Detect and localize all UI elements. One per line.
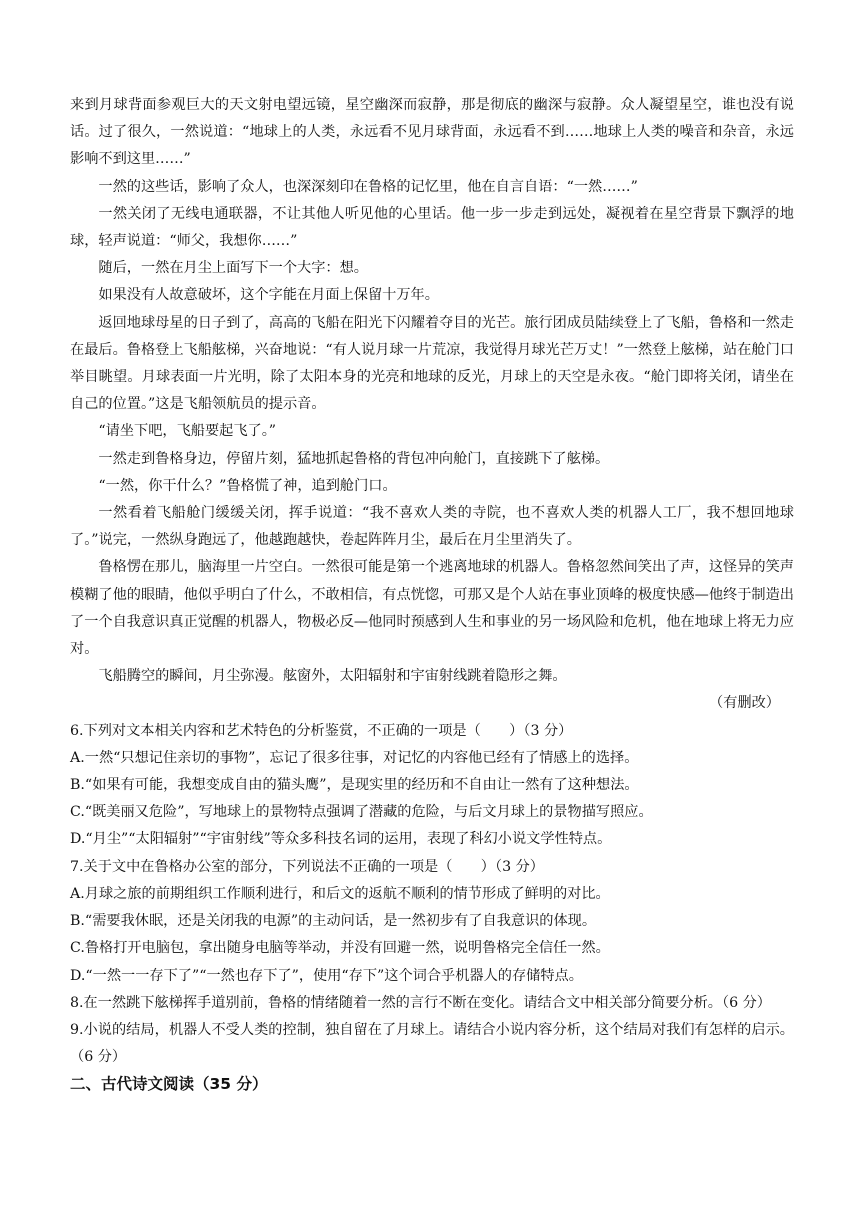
story-paragraph: 返回地球母星的日子到了，高高的飞船在阳光下闪耀着夺目的光芒。旅行团成员陆续登上了飞船，鲁格和一然走在最后。鲁格登上飞船舷梯，兴奋地说：“有人说月球一片荒凉，我觉得月球光芒万丈！”一然登上舷梯，站在舱门口举目眺望。月球表面一片光明，除了太阳本身的光亮和地球的反光，月球上的天空是永夜。“舱门即将关闭，请坐在自己的位置。”这是飞船领航员的提示音。 [70, 314, 794, 413]
story-paragraph: 飞船腾空的瞬间，月尘弥漫。舷窗外，太阳辐射和宇宙射线跳着隐形之舞。 [98, 668, 567, 685]
story-paragraph: 一然看着飞船舱门缓缓关闭，挥手说道：“我不喜欢人类的寺院，也不喜欢人类的机器人工厂，我不想回地球了。”说完，一然纵身跑远了，他越跑越快，卷起阵阵月尘，最后在月尘里消失了。 [70, 505, 794, 549]
story-paragraph: 如果没有人故意破坏，这个字能在月面上保留十万年。 [98, 287, 439, 304]
story-paragraph: 随后，一然在月尘上面写下一个大字：想。 [98, 260, 368, 277]
section-title: 二、古代诗文阅读（35 分） [70, 1075, 268, 1094]
question-7: 7.关于文中在鲁格办公室的部分，下列说法不正确的一项是（ ）（3 分） [70, 858, 544, 875]
story-paragraph: “一然，你干什么？”鲁格慌了神，追到舱门口。 [98, 477, 397, 494]
question-6-option-a: A.一然“只想记住亲切的事物”，忘记了很多往事，对记忆的内容他已经有了情感上的选择。 [70, 749, 639, 766]
question-7-option-b: B.“需要我休眠，还是关闭我的电源”的主动问话，是一然初步有了自我意识的体现。 [70, 913, 597, 930]
question-6-option-b: B.“如果有可能，我想变成自由的猫头鹰”，是现实里的经历和不自由让一然有了这种想法。 [70, 777, 639, 794]
question-6: 6.下列对文本相关内容和艺术特色的分析鉴赏，不正确的一项是（ ）（3 分） [70, 722, 573, 739]
question-7-option-d: D.“一然一一存下了”“一然也存下了”，使用“存下”这个词合乎机器人的存储特点。 [70, 967, 583, 984]
question-6-option-d: D.“月尘”“太阳辐射”“宇宙射线”等众多科技名词的运用，表现了科幻小说文学性特点。 [70, 831, 612, 848]
edit-note: （有删改） [709, 695, 780, 712]
question-7-option-c: C.鲁格打开电脑包，拿出随身电脑等举动，并没有回避一然，说明鲁格完全信任一然。 [70, 940, 610, 957]
question-8: 8.在一然跳下舷梯挥手道别前，鲁格的情绪随着一然的言行不断在变化。请结合文中相关部分简要分析。（6 分） [70, 994, 771, 1011]
question-6-option-c: C.“既美丽又危险”，写地球上的景物特点强调了潜藏的危险，与后文月球上的景物描写照应。 [70, 804, 653, 821]
story-paragraph: 一然的这些话，影响了众人，也深深刻印在鲁格的记忆里，他在自言自语：“一然……” [98, 178, 638, 195]
story-paragraph: 一然走到鲁格身边，停留片刻，猛地抓起鲁格的背包冲向舱门，直接跳下了舷梯。 [98, 450, 610, 467]
question-9: 9.小说的结局，机器人不受人类的控制，独自留在了月球上。请结合小说内容分析，这个结局对我们有怎样的启示。（6 分） [70, 1021, 794, 1066]
story-paragraph: “请坐下吧，飞船要起飞了。” [98, 423, 277, 440]
story-paragraph: 鲁格愣在那儿，脑海里一片空白。一然很可能是第一个逃离地球的机器人。鲁格忽然间笑出了声，这怪异的笑声模糊了他的眼睛，他似乎明白了什么，不敢相信，有点恍惚，可那又是个人站在事业顶峰的极度快感—他终于制造出了一个自我意识真正觉醒的机器人，物极必反—他同时预感到人生和事业的另一场风险和危机，他在地球上将无力应对。 [70, 559, 794, 658]
question-7-option-a: A.月球之旅的前期组织工作顺利进行，和后文的返航不顺利的情节形成了鲜明的对比。 [70, 885, 610, 902]
story-paragraph: 来到月球背面参观巨大的天文射电望远镜，星空幽深而寂静，那是彻底的幽深与寂静。众人凝望星空，谁也没有说话。过了很久，一然说道：“地球上的人类，永远看不见月球背面，永远看不到……地球上人类的噪音和杂音，永远影响不到这里……” [70, 97, 794, 168]
exam-page [70, 92, 794, 1099]
story-paragraph: 一然关闭了无线电通联器，不让其他人听见他的心里话。他一步一步走到远处，凝视着在星空背景下飘浮的地球，轻声说道：“师父，我想你……” [70, 205, 794, 250]
